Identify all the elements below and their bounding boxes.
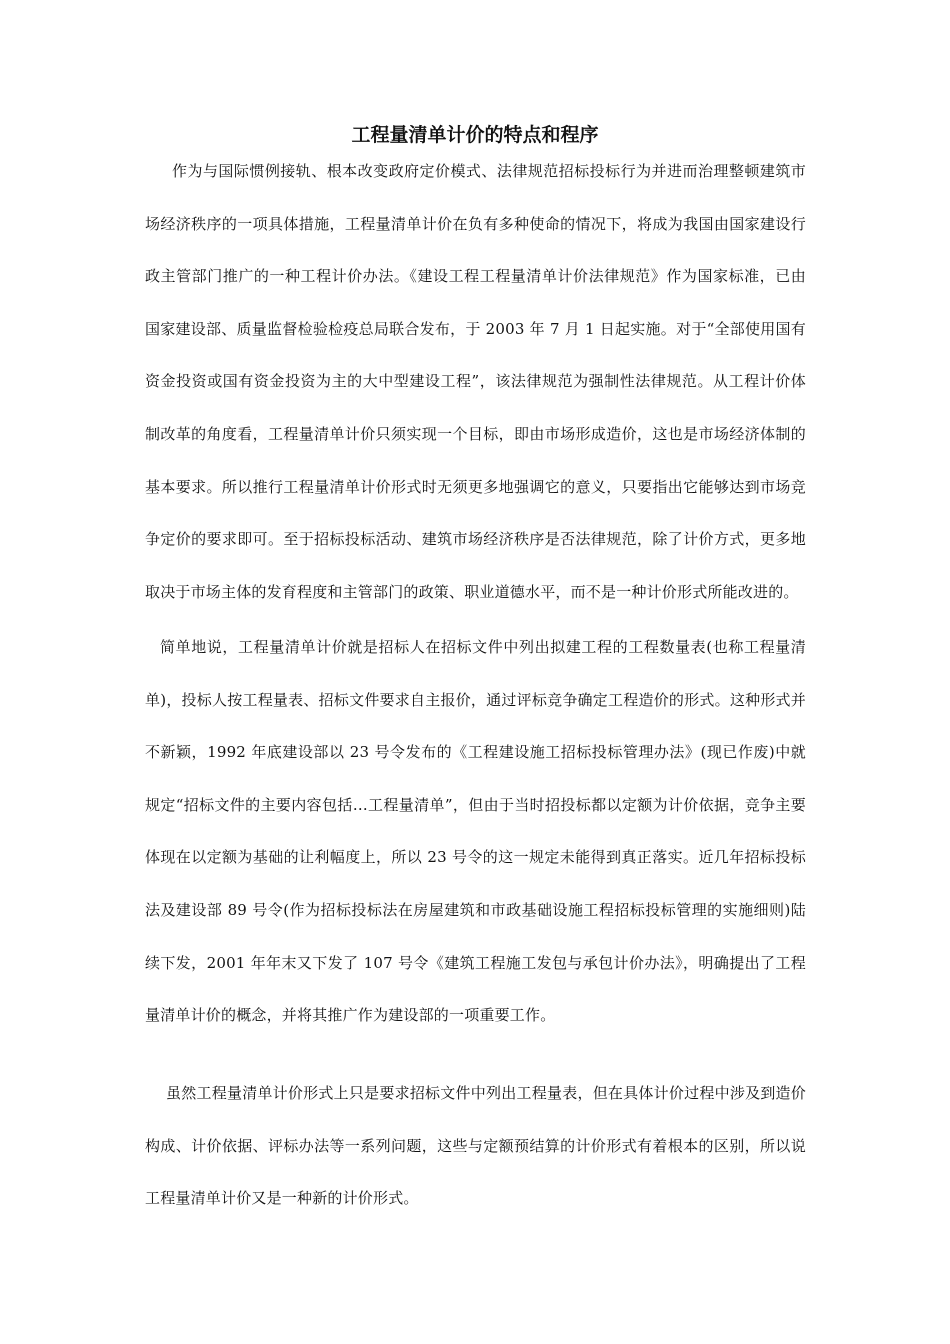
paragraph-definition: 简单地说，工程量清单计价就是招标人在招标文件中列出拟建工程的工程数量表(也称工程量清单)，投标人按工程量表、招标文件要求自主报价，通过评标竞争确定工程造价的形式。这种形式并不新颖，1992 年底建设部以 23 号令发布的《工程建设施工招标投标管理办法》(现已作废)中就规定“招标文件的主要内容包括…工程量清单”，但由于当时招投标都以定额为计价依据，竞争主要体现在以定额为基础的让利幅度上，所以 23 号令的这一规定未能得到真正落实。近几年招标投标法及建设部 89 号令(作为招标投标法在房屋建筑和市政基础设施工程招标投标管理的实施细则)陆续下发，2001 年年末又下发了 107 号令《建筑工程施工发包与承包计价办法》，明确提出了工程量清单计价的概念，并将其推广作为建设部的一项重要工作。 [145, 638, 807, 1025]
document-title: 工程量清单计价的特点和程序 [351, 124, 599, 146]
paragraph-conclusion: 虽然工程量清单计价形式上只是要求招标文件中列出工程量表，但在具体计价过程中涉及到造价构成、计价依据、评标办法等一系列问题，这些与定额预结算的计价形式有着根本的区别，所以说工程量清单计价又是一种新的计价形式。 [145, 1084, 806, 1208]
paragraph-intro: 作为与国际惯例接轨、根本改变政府定价模式、法律规范招标投标行为并进而治理整顿建筑市场经济秩序的一项具体措施，工程量清单计价在负有多种使命的情况下，将成为我国由国家建设行政主管部门推广的一种工程计价办法。《建设工程工程量清单计价法律规范》作为国家标准，已由国家建设部、质量监督检验检疫总局联合发布，于 2003 年 7 月 1 日起实施。对于“全部使用国有资金投资或国有资金投资为主的大中型建设工程”，该法律规范为强制性法律规范。从工程计价体制改革的角度看，工程量清单计价只须实现一个目标，即由市场形成造价，这也是市场经济体制的基本要求。所以推行工程量清单计价形式时无须更多地强调它的意义，只要指出它能够达到市场竞争定价的要求即可。至于招标投标活动、建筑市场经济秩序是否法律规范，除了计价方式，更多地取决于市场主体的发育程度和主管部门的政策、职业道德水平，而不是一种计价形式所能改进的。 [145, 162, 806, 601]
